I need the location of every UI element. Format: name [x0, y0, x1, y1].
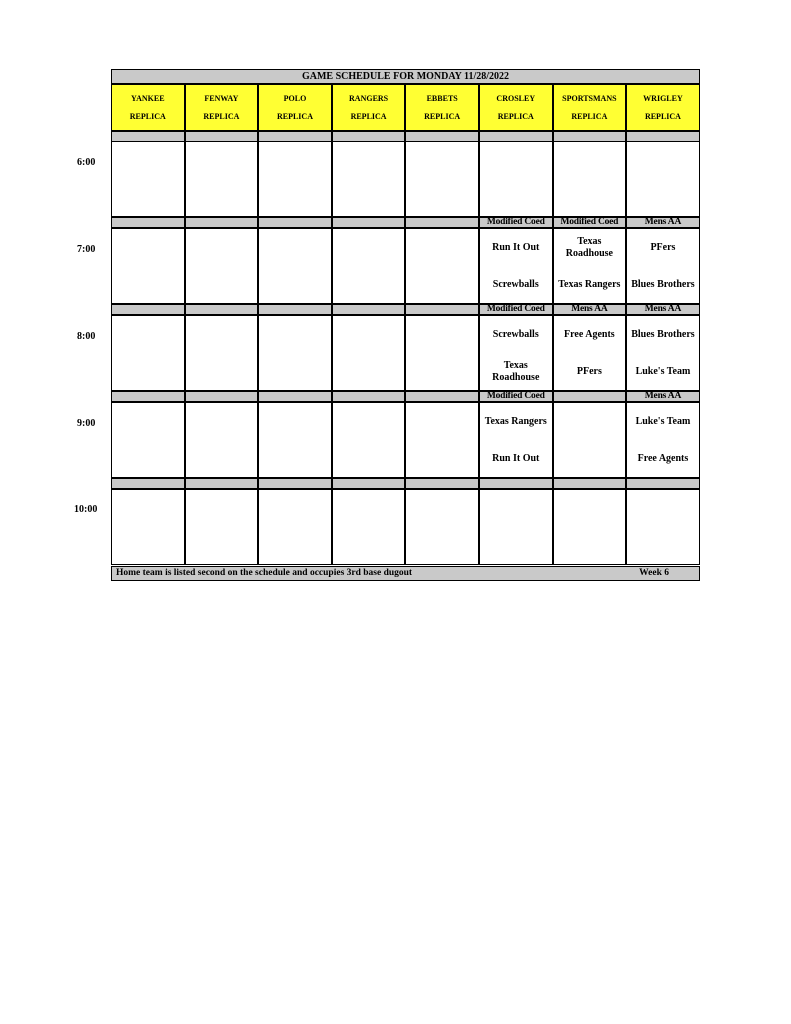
away-team — [627, 142, 699, 179]
field-sub: REPLICA — [571, 112, 608, 122]
away-team — [186, 229, 258, 266]
away-team — [259, 316, 331, 353]
game-cell — [258, 315, 332, 391]
division-label — [332, 391, 406, 402]
home-team — [259, 440, 331, 477]
field-sub: REPLICA — [350, 112, 387, 122]
away-team — [480, 142, 552, 179]
field-sub: REPLICA — [203, 112, 240, 122]
game-cell — [258, 228, 332, 304]
away-team — [259, 229, 331, 266]
field-header-polo — [258, 84, 332, 131]
home-team — [480, 179, 552, 216]
away-team — [259, 490, 331, 527]
home-team — [627, 527, 699, 564]
division-label — [111, 478, 185, 489]
division-label — [258, 304, 332, 315]
home-team — [186, 440, 258, 477]
away-team: Blues Brothers — [631, 328, 695, 340]
home-team: Texas Rangers — [558, 278, 621, 290]
away-team — [554, 403, 626, 440]
division-label — [111, 217, 185, 228]
away-team — [333, 229, 405, 266]
home-team — [112, 440, 184, 477]
schedule-title: GAME SCHEDULE FOR MONDAY 11/28/2022 — [111, 69, 700, 84]
game-cell — [405, 228, 479, 304]
division-label — [332, 217, 406, 228]
field-name: WRIGLEY — [643, 93, 683, 103]
home-team — [259, 353, 331, 390]
game-cell — [553, 402, 627, 478]
away-team: Run It Out — [492, 241, 540, 253]
time-label-10-00: 10:00 — [74, 504, 98, 515]
division-label: Mens AA — [553, 304, 627, 315]
game-cell — [332, 402, 406, 478]
division-label: Modified Coed — [479, 304, 553, 315]
field-header-yankee — [111, 84, 185, 131]
division-label — [332, 304, 406, 315]
division-label — [332, 478, 406, 489]
field-header-row — [111, 84, 700, 131]
field-header-fenway — [185, 84, 259, 131]
game-cell — [479, 315, 553, 391]
home-team — [406, 353, 478, 390]
home-team: Blues Brothers — [631, 278, 695, 290]
game-cell — [185, 141, 259, 217]
field-sub: REPLICA — [424, 112, 461, 122]
home-team — [406, 266, 478, 303]
game-cell — [626, 402, 700, 478]
field-header-sportsmans — [553, 84, 627, 131]
division-label — [111, 304, 185, 315]
game-cell — [111, 315, 185, 391]
home-team — [333, 179, 405, 216]
game-cell — [405, 402, 479, 478]
field-name: CROSLEY — [496, 93, 536, 103]
field-name: FENWAY — [204, 93, 239, 103]
game-cell — [553, 315, 627, 391]
away-team — [554, 490, 626, 527]
home-team: Run It Out — [492, 452, 540, 464]
time-label-6-00: 6:00 — [77, 157, 96, 168]
game-cell — [185, 315, 259, 391]
field-sub: REPLICA — [644, 112, 681, 122]
division-label — [405, 217, 479, 228]
game-cell — [405, 315, 479, 391]
division-label — [405, 304, 479, 315]
home-team: Luke's Team — [635, 365, 691, 377]
away-team — [112, 403, 184, 440]
week-label: Week 6 — [639, 568, 669, 578]
division-label — [111, 391, 185, 402]
field-name: POLO — [283, 93, 307, 103]
away-team — [259, 142, 331, 179]
game-cell — [553, 228, 627, 304]
away-team — [480, 490, 552, 527]
field-sub: REPLICA — [276, 112, 313, 122]
away-team: Texas Roadhouse — [565, 235, 613, 259]
home-team — [112, 353, 184, 390]
away-team: Texas Rangers — [484, 415, 547, 427]
time-label-7-00: 7:00 — [77, 244, 96, 255]
home-team — [259, 179, 331, 216]
away-team: PFers — [650, 241, 676, 253]
game-cell — [626, 228, 700, 304]
game-cell — [626, 489, 700, 565]
game-cell — [111, 141, 185, 217]
home-team — [406, 179, 478, 216]
game-cell — [626, 315, 700, 391]
slot-row-10-00 — [111, 489, 700, 565]
field-header-ebbets — [405, 84, 479, 131]
field-header-wrigley — [626, 84, 700, 131]
home-team — [554, 527, 626, 564]
home-team — [186, 527, 258, 564]
division-label — [185, 217, 259, 228]
game-cell — [185, 228, 259, 304]
away-team — [112, 142, 184, 179]
away-team — [112, 229, 184, 266]
home-team — [333, 527, 405, 564]
game-cell — [185, 489, 259, 565]
division-bar-8-00 — [111, 304, 700, 315]
division-bar-7-00 — [111, 217, 700, 228]
home-team — [554, 440, 626, 477]
game-cell — [185, 402, 259, 478]
home-team — [333, 440, 405, 477]
division-bar-10-00 — [111, 478, 700, 489]
home-team: Free Agents — [637, 452, 689, 464]
away-team — [112, 490, 184, 527]
away-team: Luke's Team — [635, 415, 691, 427]
game-cell — [258, 402, 332, 478]
away-team — [406, 229, 478, 266]
slot-row-9-00 — [111, 402, 700, 478]
game-cell — [479, 141, 553, 217]
away-team — [186, 490, 258, 527]
game-cell — [111, 489, 185, 565]
division-label — [405, 478, 479, 489]
footer-bar — [111, 566, 700, 581]
away-team — [186, 403, 258, 440]
field-header-crosley — [479, 84, 553, 131]
away-team — [333, 490, 405, 527]
home-team — [406, 440, 478, 477]
footer-note: Home team is listed second on the schedule and occupies 3rd base dugout — [116, 568, 413, 578]
home-team — [186, 353, 258, 390]
division-label — [626, 478, 700, 489]
field-name: RANGERS — [349, 93, 389, 103]
game-cell — [111, 402, 185, 478]
division-label: Mens AA — [626, 391, 700, 402]
away-team — [333, 142, 405, 179]
division-label — [185, 478, 259, 489]
away-team — [333, 316, 405, 353]
away-team — [554, 142, 626, 179]
game-cell — [553, 489, 627, 565]
field-name: SPORTSMANS — [562, 93, 617, 103]
home-team — [627, 179, 699, 216]
game-cell — [405, 141, 479, 217]
away-team: Screwballs — [492, 328, 539, 340]
game-cell — [626, 141, 700, 217]
away-team — [333, 403, 405, 440]
field-sub: REPLICA — [129, 112, 166, 122]
division-label — [553, 391, 627, 402]
home-team — [480, 527, 552, 564]
division-label: Modified Coed — [553, 217, 627, 228]
division-label — [479, 478, 553, 489]
division-label — [258, 217, 332, 228]
division-bar-9-00 — [111, 391, 700, 402]
away-team — [627, 490, 699, 527]
division-label: Mens AA — [626, 304, 700, 315]
field-name: YANKEE — [131, 93, 165, 103]
home-team: PFers — [576, 365, 602, 377]
away-team — [259, 403, 331, 440]
division-label — [185, 304, 259, 315]
home-team — [112, 266, 184, 303]
game-cell — [332, 315, 406, 391]
home-team — [406, 527, 478, 564]
division-label — [553, 478, 627, 489]
home-team — [259, 266, 331, 303]
home-team — [554, 179, 626, 216]
game-cell — [258, 141, 332, 217]
game-cell — [479, 489, 553, 565]
game-cell — [111, 228, 185, 304]
game-cell — [332, 141, 406, 217]
division-label — [258, 391, 332, 402]
away-team — [406, 490, 478, 527]
division-label: Mens AA — [626, 217, 700, 228]
away-team — [112, 316, 184, 353]
time-label-9-00: 9:00 — [77, 418, 96, 429]
division-label: Modified Coed — [479, 391, 553, 402]
slot-row-7-00 — [111, 228, 700, 304]
away-team — [186, 316, 258, 353]
field-sub: REPLICA — [497, 112, 534, 122]
away-team — [406, 142, 478, 179]
game-cell — [479, 228, 553, 304]
away-team — [406, 403, 478, 440]
home-team — [112, 179, 184, 216]
home-team: Screwballs — [492, 278, 539, 290]
division-label — [258, 478, 332, 489]
away-team: Free Agents — [564, 328, 615, 340]
away-team — [406, 316, 478, 353]
schedule-table — [111, 69, 700, 583]
home-team — [186, 266, 258, 303]
division-label — [185, 391, 259, 402]
game-cell — [553, 141, 627, 217]
time-label-8-00: 8:00 — [77, 331, 96, 342]
home-team — [259, 527, 331, 564]
game-cell — [332, 228, 406, 304]
field-name: EBBETS — [426, 93, 458, 103]
home-team — [186, 179, 258, 216]
home-team — [112, 527, 184, 564]
home-team — [333, 266, 405, 303]
field-header-rangers — [332, 84, 406, 131]
division-label — [405, 391, 479, 402]
slot-row-8-00 — [111, 315, 700, 391]
game-cell — [258, 489, 332, 565]
away-team — [186, 142, 258, 179]
home-team — [333, 353, 405, 390]
home-team: Texas Roadhouse — [492, 359, 540, 383]
game-cell — [332, 489, 406, 565]
game-cell — [405, 489, 479, 565]
slot-row-6-00 — [111, 141, 700, 217]
game-cell — [479, 402, 553, 478]
division-label: Modified Coed — [479, 217, 553, 228]
